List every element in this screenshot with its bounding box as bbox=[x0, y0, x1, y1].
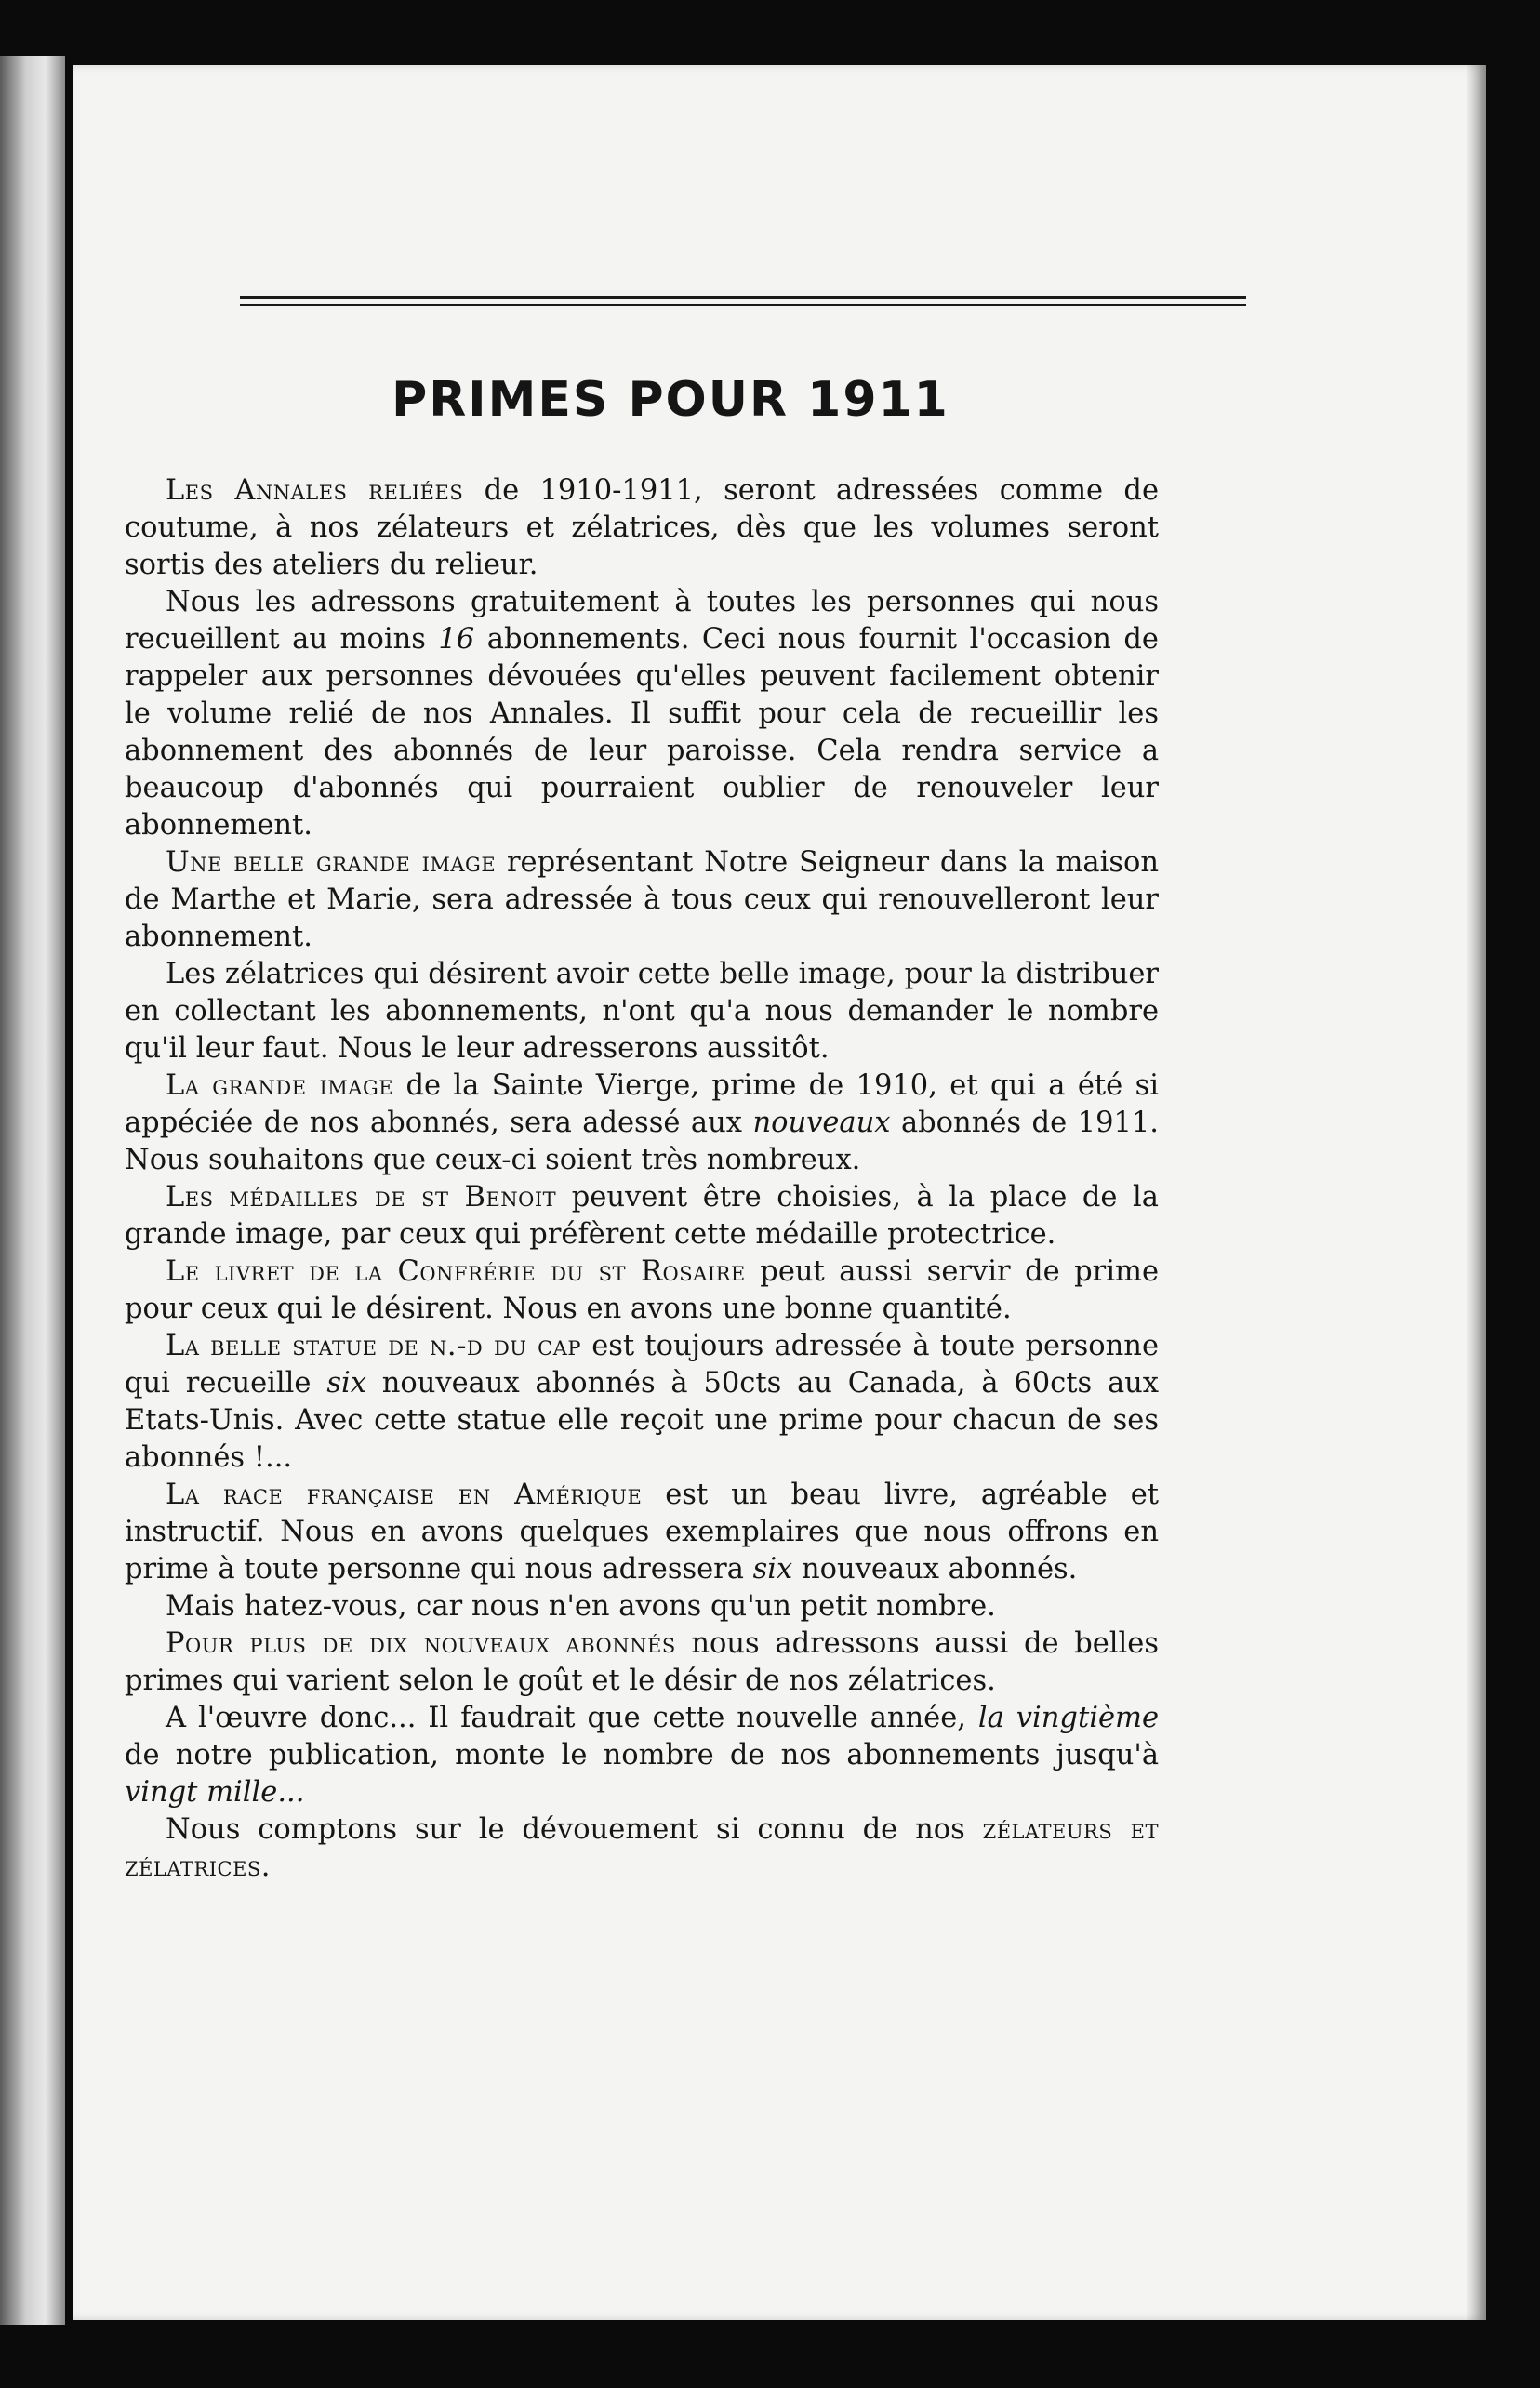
emphasis: 16 bbox=[438, 623, 475, 656]
text: est toujours adressée à toute personne qui recueille bbox=[125, 1330, 1159, 1400]
paragraph-grande-image bbox=[125, 1068, 1159, 1179]
emphasis: nouveaux bbox=[752, 1107, 891, 1139]
lead-grande-image: La grande image bbox=[166, 1069, 394, 1102]
header-rule bbox=[240, 296, 1246, 309]
paragraph-dix-abonnes bbox=[125, 1625, 1159, 1700]
paragraph-hatez-vous: Mais hatez-vous, car nous n'en avons qu'un petit nombre. bbox=[166, 1590, 996, 1623]
text: Nous comptons sur le dévouement si connu de nos bbox=[166, 1813, 983, 1846]
text: nous adressons aussi de belles primes qui varient selon le goût et le désir de nos zélatrices. bbox=[125, 1627, 1159, 1697]
lead-belle-image: Une belle grande image bbox=[166, 846, 497, 879]
page-title: PRIMES POUR 1911 bbox=[392, 372, 949, 428]
text: peuvent être choisies, à la place de la grande image, par ceux qui préfèrent cette médaille protectrice. bbox=[125, 1181, 1159, 1251]
paragraph-oeuvre bbox=[125, 1700, 1159, 1811]
text: nouveaux abonnés à 50cts au Canada, à 60cts aux Etats-Unis. Avec cette statue elle reçoit une prime pour chacun de ses abonnés !... bbox=[125, 1367, 1159, 1474]
emphasis: six bbox=[326, 1367, 366, 1400]
paragraph-devouement bbox=[125, 1811, 1159, 1886]
emphasis: la vingtième bbox=[977, 1702, 1159, 1734]
text: représentant Notre Seigneur dans la maison de Marthe et Marie, sera adressée à tous ceux qui renouvelleront leur abonnement. bbox=[125, 846, 1159, 953]
paragraph-belle-image bbox=[125, 844, 1159, 956]
header-rule-thin bbox=[240, 304, 1246, 306]
emphasis-small-caps: zélateurs et zélatrices bbox=[125, 1813, 1159, 1883]
text: A l'œuvre donc... Il faudrait que cette nouvelle année, bbox=[166, 1702, 978, 1734]
lead-statue: La belle statue de n.-d du cap bbox=[166, 1330, 582, 1362]
lead-livret: Le livret de la Confrérie du st Rosaire bbox=[166, 1255, 746, 1288]
emphasis: six bbox=[752, 1553, 793, 1585]
previous-page-edge bbox=[0, 56, 65, 2325]
text: Nous les adressons gratuitement à toutes les personnes qui nous recueillent au moins bbox=[125, 586, 1159, 656]
article-body bbox=[125, 472, 1159, 1886]
text: de notre publication, monte le nombre de nos abonnements jusqu'à bbox=[125, 1739, 1159, 1771]
text: de la Sainte Vierge, prime de 1910, et qui a été si appéciée de nos abonnés, sera adessé aux bbox=[125, 1069, 1159, 1139]
text: est un beau livre, agréable et instructif. Nous en avons quelques exemplaires que nous offrons en prime à toute personne qui nous adressera bbox=[125, 1479, 1159, 1585]
text: abonnements. Ceci nous fournit l'occasion de rappeler aux personnes dévouées qu'elles peuvent facilement obtenir le volume relié de nos Annales. Il suffit pour cela de recueillir les abonnement des abonnés de leur paroisse. Cela rendra service a beaucoup d'abonnés qui pourraient oublier de renouveler leur abonnement. bbox=[125, 623, 1159, 842]
text: . bbox=[260, 1851, 271, 1883]
paragraph-medailles bbox=[125, 1179, 1159, 1254]
paragraph-zelatrices: Les zélatrices qui désirent avoir cette belle image, pour la distribuer en collectant les abonnements, n'ont qu'a nous demander le nombre qu'il leur faut. Nous le leur adresserons aussitôt. bbox=[125, 958, 1159, 1065]
paragraph-statue bbox=[125, 1328, 1159, 1477]
text: abonnés de 1911. Nous souhaitons que ceux-ci soient très nombreux. bbox=[125, 1107, 1159, 1176]
lead-dix-abonnes: Pour plus de dix nouveaux abonnés bbox=[166, 1627, 676, 1660]
page-edge-shadow bbox=[1466, 65, 1486, 2320]
text: de 1910-1911, seront adressées comme de coutume, à nos zélateurs et zélatrices, dès que les volumes seront sortis des ateliers du relieur. bbox=[125, 474, 1160, 581]
paragraph-race-francaise bbox=[125, 1477, 1159, 1588]
lead-annales: Les Annales reliées bbox=[166, 474, 464, 507]
lead-medailles: Les médailles de st Benoit bbox=[166, 1181, 557, 1214]
emphasis: vingt mille... bbox=[125, 1776, 305, 1809]
text: peut aussi servir de prime pour ceux qui le désirent. Nous en avons une bonne quantité. bbox=[125, 1255, 1159, 1325]
text: nouveaux abonnés. bbox=[792, 1553, 1078, 1585]
paragraph-gratuit bbox=[125, 584, 1159, 844]
lead-race-francaise: La race française en Amérique bbox=[166, 1479, 643, 1511]
header-rule-thick bbox=[240, 296, 1246, 299]
paragraph-livret bbox=[125, 1254, 1159, 1328]
paragraph-annales bbox=[125, 472, 1159, 584]
